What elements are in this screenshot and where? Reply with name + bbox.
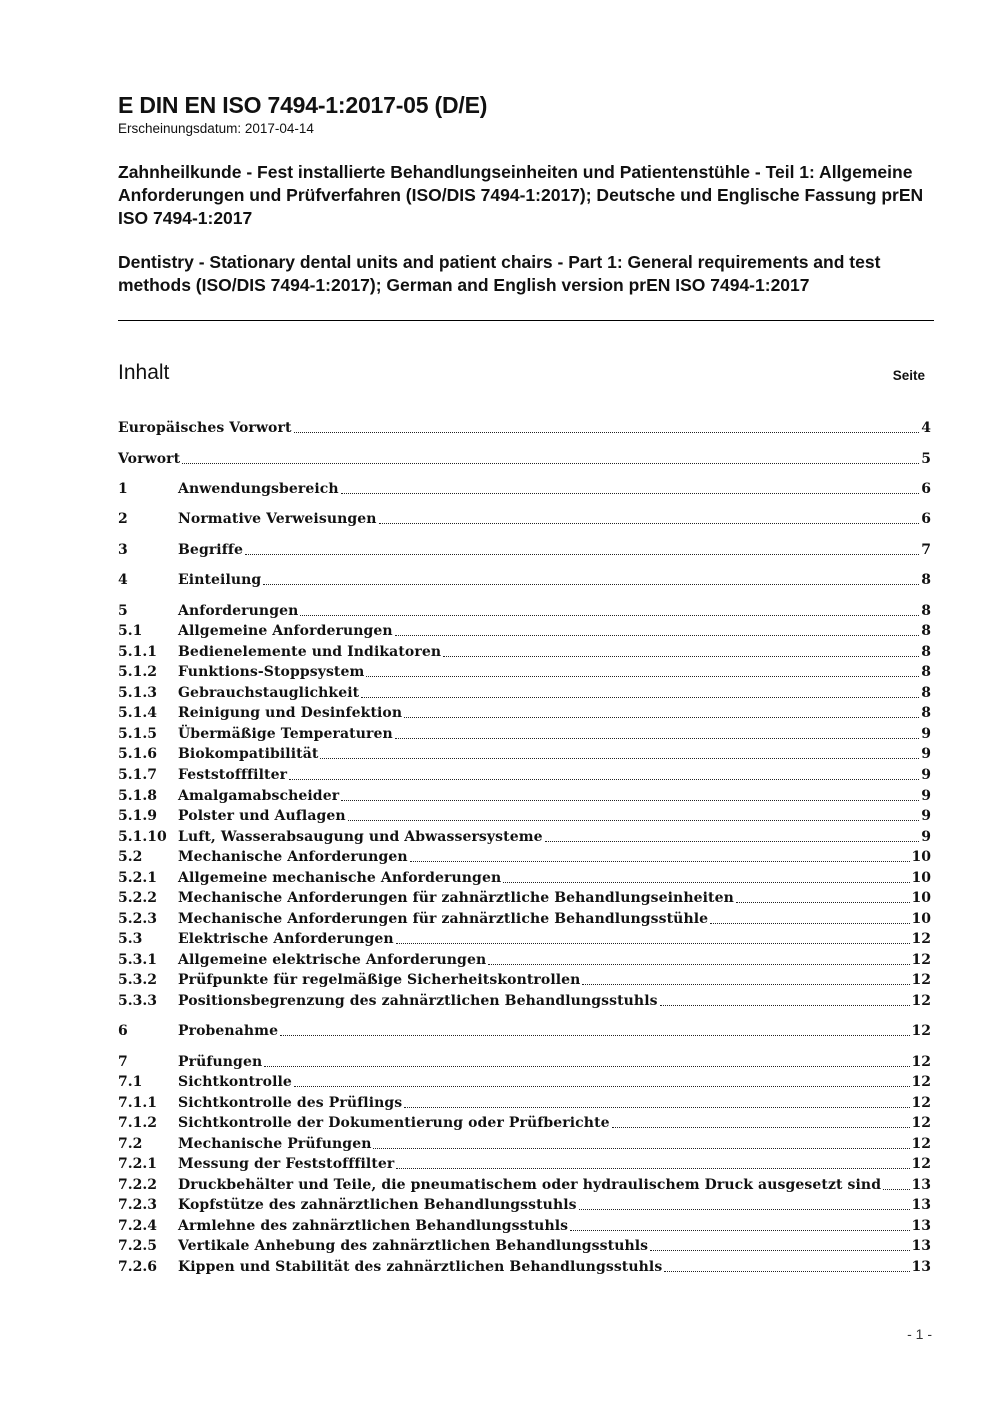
toc-entry-label: Mechanische Anforderungen für zahnärztliche Behandlungseinheiten (178, 890, 734, 906)
toc-leader-dots (582, 984, 909, 985)
toc-entry-page: 13 (911, 1177, 931, 1193)
toc-entry[interactable] (118, 479, 931, 499)
toc-entry-label: Armlehne des zahnärztlichen Behandlungsstuhls (178, 1218, 569, 1234)
toc-entry[interactable] (118, 1052, 931, 1072)
toc-entry-page: 9 (921, 808, 931, 824)
toc-entry-number: 5.1.4 (118, 705, 157, 721)
toc-entry-page: 10 (911, 911, 931, 927)
toc-entry-number: 7.1 (118, 1074, 143, 1090)
toc-entry-page: 8 (921, 603, 931, 619)
toc-entry[interactable] (118, 621, 931, 641)
toc-entry-number: 5.3.3 (118, 993, 157, 1009)
toc-entry-number: 4 (118, 572, 128, 588)
toc-entry-number: 5.1.8 (118, 788, 157, 804)
toc-entry-label: Begriffe (178, 542, 243, 558)
toc-entry[interactable] (118, 786, 931, 806)
toc-entry-label: Reinigung und Desinfektion (178, 705, 403, 721)
toc-entry-label: Europäisches Vorwort (118, 420, 292, 436)
toc-entry-page: 8 (921, 623, 931, 639)
toc-entry-label: Luft, Wasserabsaugung und Abwassersysteme (178, 829, 543, 845)
toc-entry-page: 12 (911, 1156, 931, 1172)
toc-entry-number: 5.2.3 (118, 911, 157, 927)
toc-entry[interactable] (118, 744, 931, 764)
toc-entry-label: Prüfungen (178, 1054, 263, 1070)
toc-entry[interactable] (118, 1113, 931, 1133)
toc-entry-label: Elektrische Anforderungen (178, 931, 394, 947)
toc-entry-page: 13 (911, 1259, 931, 1275)
toc-entry[interactable] (118, 806, 931, 826)
toc-entry-label: Messung der Feststofffilter (178, 1156, 395, 1172)
toc-entry[interactable] (118, 449, 931, 469)
toc-entry-number: 5.3 (118, 931, 143, 947)
toc-leader-dots (404, 1107, 909, 1108)
toc-entry[interactable] (118, 970, 931, 990)
toc-entry[interactable] (118, 1195, 931, 1215)
toc-leader-dots (883, 1189, 909, 1190)
toc-entry[interactable] (118, 765, 931, 785)
toc-leader-dots (366, 676, 919, 677)
toc-entry-page: 8 (921, 705, 931, 721)
toc-entry-label: Mechanische Prüfungen (178, 1136, 372, 1152)
toc-entry-number: 5.1.6 (118, 746, 157, 762)
toc-entry-page: 13 (911, 1218, 931, 1234)
toc-entry-label: Anwendungsbereich (178, 481, 339, 497)
toc-entry[interactable] (118, 724, 931, 744)
toc-entry-page: 9 (921, 767, 931, 783)
toc-entry[interactable] (118, 991, 931, 1011)
toc-entry-number: 5.2.2 (118, 890, 157, 906)
toc-entry-page: 9 (921, 726, 931, 742)
toc-leader-dots (245, 554, 919, 555)
toc-entry-number: 7.2.1 (118, 1156, 157, 1172)
toc-entry-page: 5 (921, 451, 931, 467)
toc-entry-page: 12 (911, 1074, 931, 1090)
toc-entry-page: 10 (911, 849, 931, 865)
toc-leader-dots (664, 1271, 909, 1272)
toc-entry-page: 9 (921, 788, 931, 804)
toc-leader-dots (182, 463, 919, 464)
toc-entry-number: 5.3.2 (118, 972, 157, 988)
toc-entry-label: Amalgamabscheider (178, 788, 340, 804)
toc-leader-dots (395, 635, 920, 636)
toc-entry[interactable] (118, 1216, 931, 1236)
toc-entry-page: 12 (911, 993, 931, 1009)
toc-entry-label: Übermäßige Temperaturen (178, 726, 393, 742)
toc-entry-label: Biokompatibilität (178, 746, 319, 762)
toc-entry[interactable] (118, 418, 931, 438)
toc-entry-page: 4 (921, 420, 931, 436)
toc-entry[interactable] (118, 888, 931, 908)
toc-entry-label: Kopfstütze des zahnärztlichen Behandlungsstuhls (178, 1197, 577, 1213)
toc-entry[interactable] (118, 1134, 931, 1154)
toc-entry-page: 12 (911, 972, 931, 988)
toc-entry[interactable] (118, 509, 931, 529)
toc-entry-page: 6 (921, 511, 931, 527)
toc-leader-dots (341, 800, 919, 801)
toc-entry[interactable] (118, 601, 931, 621)
toc-leader-dots (612, 1127, 910, 1128)
toc-entry-number: 5.1.10 (118, 829, 167, 845)
toc-entry-page: 6 (921, 481, 931, 497)
toc-entry[interactable] (118, 540, 931, 560)
toc-entry-number: 5.1.5 (118, 726, 157, 742)
toc-entry-number: 5.2.1 (118, 870, 157, 886)
toc-leader-dots (395, 738, 919, 739)
toc-entry-label: Vertikale Anhebung des zahnärztlichen Behandlungsstuhls (178, 1238, 649, 1254)
toc-entry[interactable] (118, 950, 931, 970)
toc-entry-label: Kippen und Stabilität des zahnärztlichen Behandlungsstuhls (178, 1259, 663, 1275)
toc-leader-dots (320, 758, 919, 759)
toc-entry-label: Bedienelemente und Indikatoren (178, 644, 442, 660)
toc-leader-dots (404, 717, 919, 718)
toc-leader-dots (570, 1230, 909, 1231)
toc-entry-page: 7 (921, 542, 931, 558)
toc-leader-dots (300, 615, 919, 616)
toc-entry[interactable] (118, 1072, 931, 1092)
toc-leader-dots (289, 779, 919, 780)
toc-leader-dots (341, 493, 920, 494)
toc-entry[interactable] (118, 570, 931, 590)
toc-entry[interactable] (118, 1175, 931, 1195)
toc-entry-number: 5.3.1 (118, 952, 157, 968)
toc-entry-page: 12 (911, 952, 931, 968)
toc-entry-label: Anforderungen (178, 603, 299, 619)
toc-entry-number: 7.2.4 (118, 1218, 157, 1234)
toc-leader-dots (264, 1066, 909, 1067)
toc-entry-label: Allgemeine mechanische Anforderungen (178, 870, 502, 886)
toc-entry-number: 7.2.5 (118, 1238, 157, 1254)
toc-entry-page: 12 (911, 931, 931, 947)
toc-entry-page: 10 (911, 890, 931, 906)
toc-entry-page: 10 (911, 870, 931, 886)
toc-leader-dots (280, 1035, 909, 1036)
toc-entry[interactable] (118, 827, 931, 847)
toc-entry[interactable] (118, 929, 931, 949)
toc-entry-label: Prüfpunkte für regelmäßige Sicherheitskontrollen (178, 972, 581, 988)
toc-entry-page: 8 (921, 685, 931, 701)
toc-leader-dots (361, 697, 919, 698)
toc-entry[interactable] (118, 909, 931, 929)
toc-entry[interactable] (118, 1093, 931, 1113)
toc-leader-dots (503, 882, 909, 883)
toc-entry-number: 5.1.7 (118, 767, 157, 783)
toc-entry-label: Druckbehälter und Teile, die pneumatischem oder hydraulischem Druck ausgesetzt sind (178, 1177, 882, 1193)
toc-entry-label: Feststofffilter (178, 767, 288, 783)
toc-entry[interactable] (118, 868, 931, 888)
toc-leader-dots (263, 584, 919, 585)
toc-page-column-label: Seite (892, 368, 925, 383)
toc-entry-label: Vorwort (118, 451, 181, 467)
toc-entry-number: 5.1.9 (118, 808, 157, 824)
toc-entry[interactable] (118, 1257, 931, 1277)
toc-leader-dots (545, 841, 920, 842)
toc-entry-number: 7.2.2 (118, 1177, 157, 1193)
toc-entry-page: 13 (911, 1238, 931, 1254)
toc-leader-dots (373, 1148, 909, 1149)
toc-entry-number: 5 (118, 603, 128, 619)
toc-heading: Inhalt (118, 361, 170, 384)
toc-entry[interactable] (118, 847, 931, 867)
toc-leader-dots (294, 1086, 910, 1087)
toc-entry-label: Mechanische Anforderungen für zahnärztliche Behandlungsstühle (178, 911, 709, 927)
toc-entry-page: 13 (911, 1197, 931, 1213)
toc-entry-page: 8 (921, 572, 931, 588)
toc-entry-label: Allgemeine elektrische Anforderungen (178, 952, 487, 968)
toc-entry-label: Mechanische Anforderungen (178, 849, 408, 865)
toc-entry-label: Allgemeine Anforderungen (178, 623, 393, 639)
toc-entry-label: Funktions-Stoppsystem (178, 664, 365, 680)
toc-entry-label: Probenahme (178, 1023, 279, 1039)
toc-entry-page: 8 (921, 664, 931, 680)
toc-entry[interactable] (118, 1021, 931, 1041)
toc-entry-number: 7.2.3 (118, 1197, 157, 1213)
toc-entry-number: 7.2 (118, 1136, 143, 1152)
toc-entry[interactable] (118, 662, 931, 682)
toc-entry-page: 12 (911, 1115, 931, 1131)
toc-entry-number: 6 (118, 1023, 128, 1039)
toc-entry-label: Normative Verweisungen (178, 511, 377, 527)
page-number: - 1 - (907, 1326, 932, 1342)
toc-leader-dots (396, 943, 910, 944)
toc-entry-number: 7.1.1 (118, 1095, 157, 1111)
toc-entry-label: Sichtkontrolle der Dokumentierung oder Prüfberichte (178, 1115, 610, 1131)
toc-entry-number: 1 (118, 481, 128, 497)
toc-entry[interactable] (118, 1236, 931, 1256)
toc-entry-label: Gebrauchstauglichkeit (178, 685, 360, 701)
toc-leader-dots (660, 1005, 910, 1006)
toc-entry-label: Positionsbegrenzung des zahnärztlichen Behandlungsstuhls (178, 993, 658, 1009)
toc-entry[interactable] (118, 703, 931, 723)
toc-leader-dots (710, 923, 909, 924)
toc-entry-number: 3 (118, 542, 128, 558)
toc-leader-dots (294, 432, 920, 433)
toc-entry[interactable] (118, 683, 931, 703)
toc-entry-number: 5.1 (118, 623, 143, 639)
toc-entry-number: 5.1.2 (118, 664, 157, 680)
toc-leader-dots (650, 1250, 909, 1251)
toc-entry-page: 12 (911, 1054, 931, 1070)
toc-entry-page: 8 (921, 644, 931, 660)
subtitle-german: Zahnheilkunde - Fest installierte Behandlungseinheiten und Patientenstühle - Teil 1: Allgemeine Anforderungen und Prüfverfahren (ISO/DIS 7494-1:2017); Deutsche und Englische Fassung prEN ISO 7494-1:2017 (118, 162, 924, 228)
toc-entry-page: 9 (921, 829, 931, 845)
toc-entry-number: 5.2 (118, 849, 143, 865)
toc-leader-dots (579, 1209, 910, 1210)
toc-entry-number: 5.1.3 (118, 685, 157, 701)
toc-entry-page: 12 (911, 1023, 931, 1039)
toc-entry-number: 5.1.1 (118, 644, 157, 660)
toc-entry-label: Sichtkontrolle des Prüflings (178, 1095, 403, 1111)
toc-leader-dots (443, 656, 919, 657)
toc-entry-page: 12 (911, 1095, 931, 1111)
toc-leader-dots (410, 861, 910, 862)
toc-entry-number: 2 (118, 511, 128, 527)
toc-entry-number: 7 (118, 1054, 128, 1070)
toc-leader-dots (736, 902, 910, 903)
toc-entry-number: 7.1.2 (118, 1115, 157, 1131)
publication-date: Erscheinungsdatum: 2017-04-14 (118, 121, 314, 136)
toc-entry[interactable] (118, 1154, 931, 1174)
toc-leader-dots (348, 820, 920, 821)
toc-entry-page: 12 (911, 1136, 931, 1152)
document-title: E DIN EN ISO 7494-1:2017-05 (D/E) (118, 92, 488, 118)
toc-entry-label: Sichtkontrolle (178, 1074, 292, 1090)
toc-entry-label: Einteilung (178, 572, 262, 588)
toc-entry-number: 7.2.6 (118, 1259, 157, 1275)
toc-leader-dots (488, 964, 909, 965)
toc-entry-page: 9 (921, 746, 931, 762)
toc-leader-dots (379, 523, 920, 524)
subtitle-english: Dentistry - Stationary dental units and patient chairs - Part 1: General requirements and test methods (ISO/DIS 7494-1:2017); German and English version prEN ISO 7494-1:2017 (118, 252, 881, 295)
toc-entry-label: Polster und Auflagen (178, 808, 346, 824)
title-divider (118, 320, 934, 321)
toc-leader-dots (396, 1168, 909, 1169)
toc-entry[interactable] (118, 642, 931, 662)
